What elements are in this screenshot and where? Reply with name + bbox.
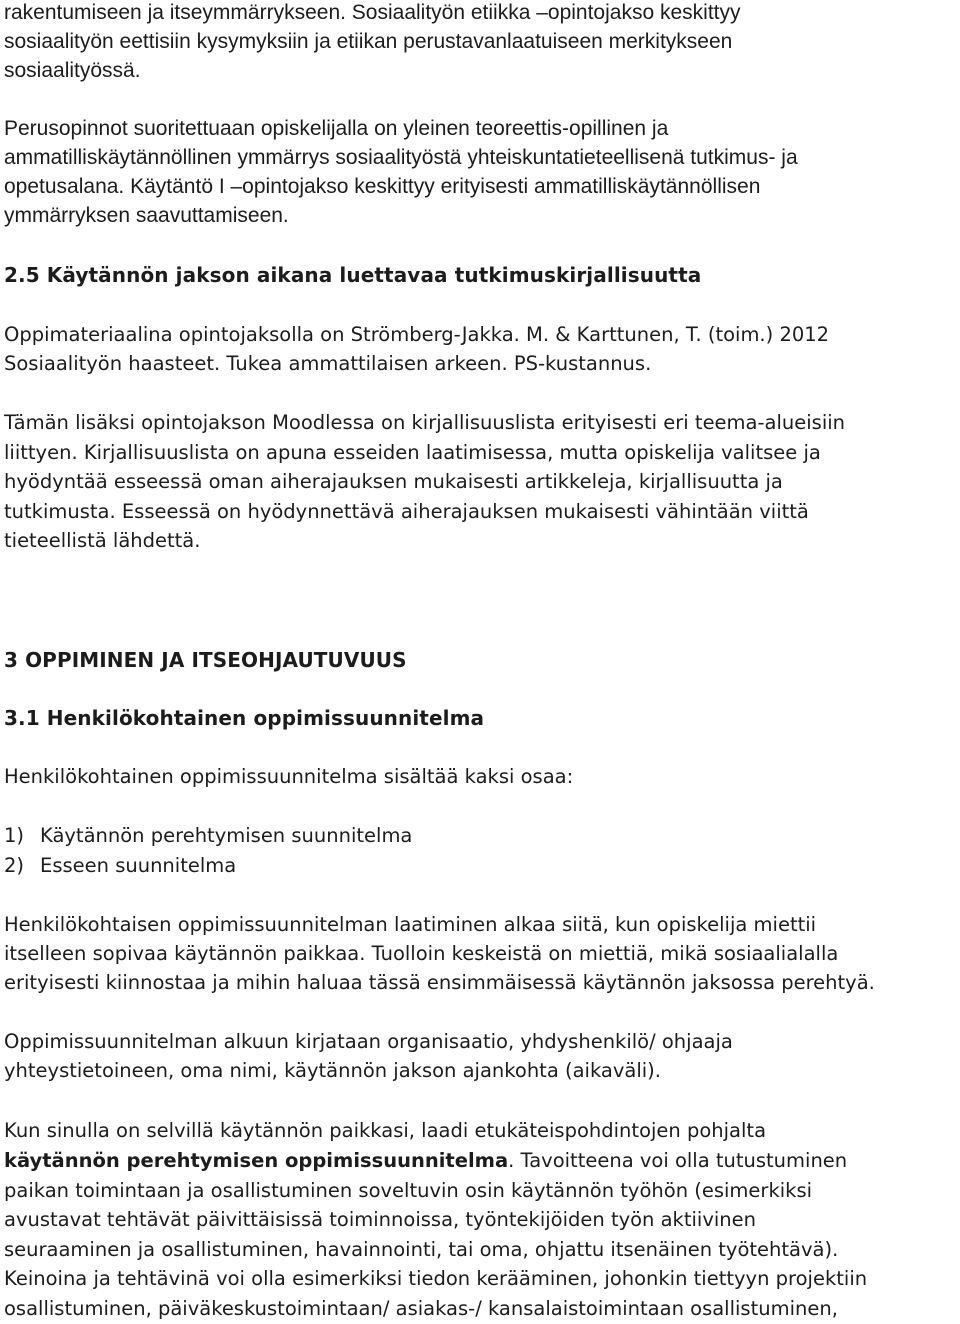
paragraph-line: hyödyntää esseessä oman aiherajauksen mukaisesti artikkeleja, kirjallisuutta ja: [4, 470, 783, 493]
list-number: 1): [4, 824, 25, 847]
paragraph-line: Kun sinulla on selvillä käytännön paikkasi, laadi etukäteispohdintojen pohjalta: [4, 1119, 767, 1142]
paragraph-line: tutkimusta. Esseessä on hyödynnettävä aiherajauksen mukaisesti vähintään viittä: [4, 500, 809, 523]
paragraph-line: osallistuminen, päiväkeskustoimintaan/ asiakas-/ kansalaistoimintaan osallistuminen,: [4, 1297, 838, 1320]
paragraph-line: rakentumiseen ja itseymmärrykseen. Sosiaalityön etiikka –opintojakso keskittyy: [4, 1, 741, 24]
paragraph-line: Oppimissuunnitelman alkuun kirjataan organisaatio, yhdyshenkilö/ ohjaaja: [4, 1030, 733, 1053]
section-heading: 2.5 Käytännön jakson aikana luettavaa tutkimuskirjallisuutta: [4, 263, 702, 287]
paragraph-line: ymmärryksen saavuttamiseen.: [4, 204, 289, 227]
paragraph-line: sosiaalityössä.: [4, 59, 141, 82]
paragraph-line: Sosiaalityön haasteet. Tukea ammattilaisen arkeen. PS-kustannus.: [4, 352, 652, 375]
paragraph-line: seuraaminen ja osallistuminen, havainnointi, tai oma, ohjattu itsenäinen työtehtävä).: [4, 1238, 839, 1261]
list-item-text: Esseen suunnitelma: [40, 854, 237, 877]
paragraph-line: yhteystietoineen, oma nimi, käytännön jakson ajankohta (aikaväli).: [4, 1059, 661, 1082]
paragraph-line: erityisesti kiinnostaa ja mihin haluaa tässä ensimmäisessä käytännön jaksossa perehtyä.: [4, 971, 875, 994]
paragraph-line: Perusopinnot suoritettuaan opiskelijalla on yleinen teoreettis-opillinen ja: [4, 117, 669, 140]
chapter-heading: 3 OPPIMINEN JA ITSEOHJAUTUVUUS: [4, 648, 407, 672]
paragraph-line: liittyen. Kirjallisuuslista on apuna esseiden laatimisessa, mutta opiskelija valitsee ja: [4, 441, 821, 464]
paragraph-line: itselleen sopivaa käytännön paikkaa. Tuolloin keskeistä on miettiä, mikä sosiaalialalla: [4, 942, 839, 965]
paragraph-text: . Tavoitteena voi olla tutustuminen: [508, 1149, 848, 1172]
paragraph-line: tieteellistä lähdettä.: [4, 529, 201, 552]
paragraph-line: [4, 1146, 847, 1176]
list-item: [4, 851, 236, 881]
list-number: 2): [4, 854, 25, 877]
paragraph-line: ammatilliskäytännöllinen ymmärrys sosiaalityöstä yhteiskuntatieteellisenä tutkimus- ja: [4, 146, 798, 169]
list-item-text: Käytännön perehtymisen suunnitelma: [40, 824, 413, 847]
paragraph-line: opetusalana. Käytäntö I –opintojakso keskittyy erityisesti ammatilliskäytännöllisen: [4, 175, 761, 198]
emphasis-text: käytännön perehtymisen oppimissuunnitelma: [4, 1149, 509, 1172]
paragraph-line: sosiaalityön eettisiin kysymyksiin ja etiikan perustavanlaatuiseen merkitykseen: [4, 30, 733, 53]
paragraph-line: Tämän lisäksi opintojakson Moodlessa on kirjallisuuslista erityisesti eri teema-alueisiin: [4, 411, 846, 434]
paragraph-line: Henkilökohtainen oppimissuunnitelma sisältää kaksi osaa:: [4, 765, 574, 788]
paragraph-line: paikan toimintaan ja osallistuminen soveltuvin osin käytännön työhön (esimerkiksi: [4, 1179, 813, 1202]
paragraph-line: Keinoina ja tehtävinä voi olla esimerkiksi tiedon kerääminen, johonkin tiettyyn projektiin: [4, 1267, 868, 1290]
paragraph-line: Oppimateriaalina opintojaksolla on Strömberg-Jakka. M. & Karttunen, T. (toim.) 2012: [4, 323, 830, 346]
list-item: [4, 821, 412, 851]
paragraph-line: Henkilökohtaisen oppimissuunnitelman laatiminen alkaa siitä, kun opiskelija miettii: [4, 913, 817, 936]
paragraph-line: avustavat tehtävät päivittäisissä toiminnoissa, työntekijöiden työn aktiivinen: [4, 1208, 757, 1231]
section-heading: 3.1 Henkilökohtainen oppimissuunnitelma: [4, 706, 485, 730]
